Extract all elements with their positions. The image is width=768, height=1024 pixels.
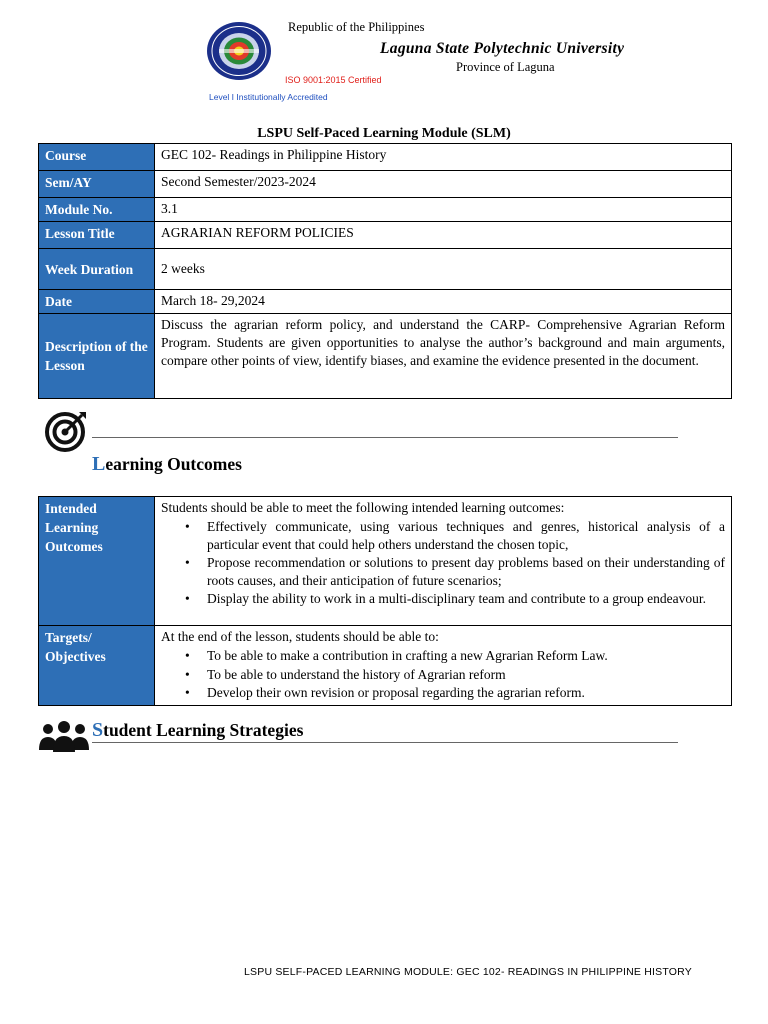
heading-text: tudent Learning Strategies <box>103 720 304 740</box>
section-divider <box>92 742 678 743</box>
list-item: • Effectively communicate, using various techniques and genres, historical analysis of a particular event that could help others understand the chosen topic, <box>207 518 725 553</box>
list-item: • To be able to make a contribution in crafting a new Agrarian Reform Law. <box>207 647 725 665</box>
learning-outcomes-heading <box>92 453 242 476</box>
list-item: • Display the ability to work in a multi-disciplinary team and contribute to a group endeavour. <box>207 590 725 608</box>
iso-certification: ISO 9001:2015 Certified <box>285 75 382 85</box>
lesson-title-label: Lesson Title <box>39 222 155 249</box>
module-no-label: Module No. <box>39 198 155 222</box>
intended-outcomes-cell <box>155 497 732 626</box>
course-value: GEC 102- Readings in Philippine History <box>155 144 732 171</box>
targets-label: Targets/ Objectives <box>39 626 155 706</box>
table-row <box>39 249 732 290</box>
sem-label: Sem/AY <box>39 171 155 198</box>
table-row <box>39 198 732 222</box>
list-item: • Develop their own revision or proposal regarding the agrarian reform. <box>207 684 725 702</box>
module-title: LSPU Self-Paced Learning Module (SLM) <box>257 126 511 141</box>
page-footer: LSPU SELF-PACED LEARNING MODULE: GEC 102- READINGS IN PHILIPPINE HISTORY <box>244 966 692 978</box>
list-item: • To be able to understand the history of Agrarian reform <box>207 666 725 684</box>
republic-line: Republic of the Philippines <box>288 20 425 34</box>
table-row <box>39 222 732 249</box>
lesson-title-value: AGRARIAN REFORM POLICIES <box>155 222 732 249</box>
date-label: Date <box>39 290 155 314</box>
module-info-table <box>38 143 732 399</box>
targets-list <box>161 647 725 702</box>
intended-outcomes-list <box>161 518 725 608</box>
table-row <box>39 171 732 198</box>
university-name: Laguna State Polytechnic University <box>380 40 625 57</box>
list-item: • Propose recommendation or solutions to present day problems based on their understanding of roots causes, and their anticipation of future scenarios; <box>207 554 725 589</box>
table-row <box>39 314 732 399</box>
table-row <box>39 144 732 171</box>
province-line: Province of Laguna <box>456 60 555 74</box>
date-value: March 18- 29,2024 <box>155 290 732 314</box>
table-row <box>39 290 732 314</box>
week-duration-value: 2 weeks <box>155 249 732 290</box>
week-duration-label: Week Duration <box>39 249 155 290</box>
people-group-icon <box>38 720 90 752</box>
section-divider <box>92 437 678 438</box>
strategies-heading <box>92 719 303 742</box>
table-row <box>39 626 732 706</box>
intended-outcomes-intro: Students should be able to meet the following intended learning outcomes: <box>161 500 565 515</box>
heading-text: earning Outcomes <box>105 454 242 474</box>
description-value: Discuss the agrarian reform policy, and understand the CARP- Comprehensive Agrarian Reform Program. Students are given opportunities to analyse the author’s background and main arguments, compare other points of view, identify biases, and examine the evidence presented in the document. <box>155 314 732 399</box>
description-label: Description of the Lesson <box>39 314 155 399</box>
heading-initial: L <box>92 453 106 475</box>
target-icon <box>44 410 88 452</box>
targets-intro: At the end of the lesson, students should be able to: <box>161 629 439 644</box>
intended-outcomes-label: Intended Learning Outcomes <box>39 497 155 626</box>
table-row <box>39 497 732 626</box>
course-label: Course <box>39 144 155 171</box>
targets-cell <box>155 626 732 706</box>
accreditation-line: Level I Institutionally Accredited <box>209 92 328 102</box>
module-no-value: 3.1 <box>155 198 732 222</box>
learning-outcomes-table <box>38 496 732 706</box>
heading-initial: S <box>92 719 104 741</box>
sem-value: Second Semester/2023-2024 <box>155 171 732 198</box>
university-seal-logo <box>206 21 272 81</box>
